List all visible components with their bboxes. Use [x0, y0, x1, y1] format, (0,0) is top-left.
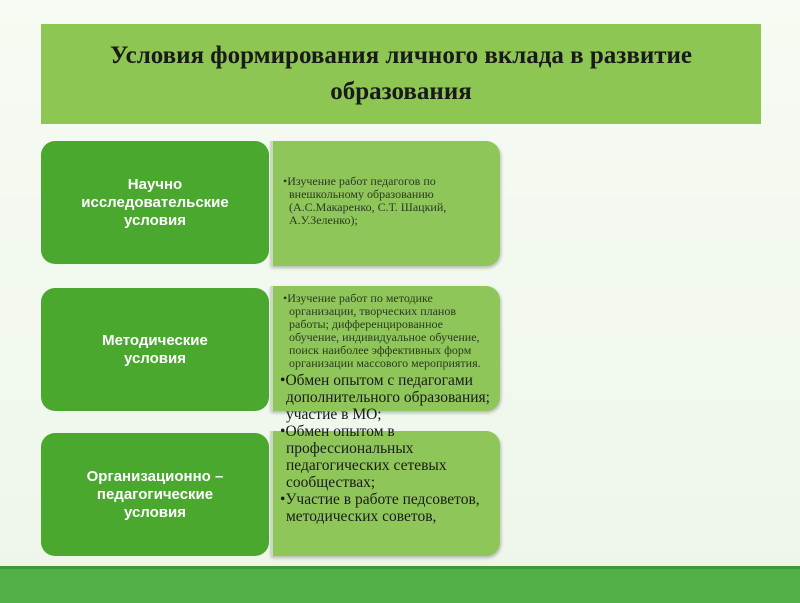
section-label-methodical: [41, 288, 269, 411]
section-label-organizational: [41, 433, 269, 556]
bullet-item: •Обмен опытом в профессиональных педагогических сетевых сообществах;: [280, 423, 447, 491]
organizational-bullets: [280, 372, 502, 525]
section-label-research: [41, 141, 269, 264]
section-content-research: [270, 141, 500, 266]
bullet-item: •Участие в работе педсоветов, методических советов,: [280, 491, 480, 525]
bullet-item: •Изучение работ по методике организации, творческих планов работы; дифференцированное обучение, индивидуальное обучение, поиск наиболее эффективных форм организации массового мероприятия.: [283, 291, 481, 370]
bottom-decor-bar: [0, 566, 800, 603]
bullet-item: •Обмен опытом с педагогами дополнительного образования; участие в МО;: [280, 372, 490, 423]
title-banner: [41, 24, 761, 124]
section-label-text: Научно исследовательские условия: [81, 175, 229, 229]
section-label-text: Организационно – педагогические условия: [86, 467, 224, 521]
slide-title: Условия формирования личного вклада в развитие образования: [109, 42, 693, 105]
section-label-text: Методические условия: [102, 331, 208, 367]
bullet-item: •Изучение работ педагогов по внешкольному образованию (А.С.Макаренко, С.Т. Шацкий, А.У.Зеленко);: [283, 174, 447, 227]
